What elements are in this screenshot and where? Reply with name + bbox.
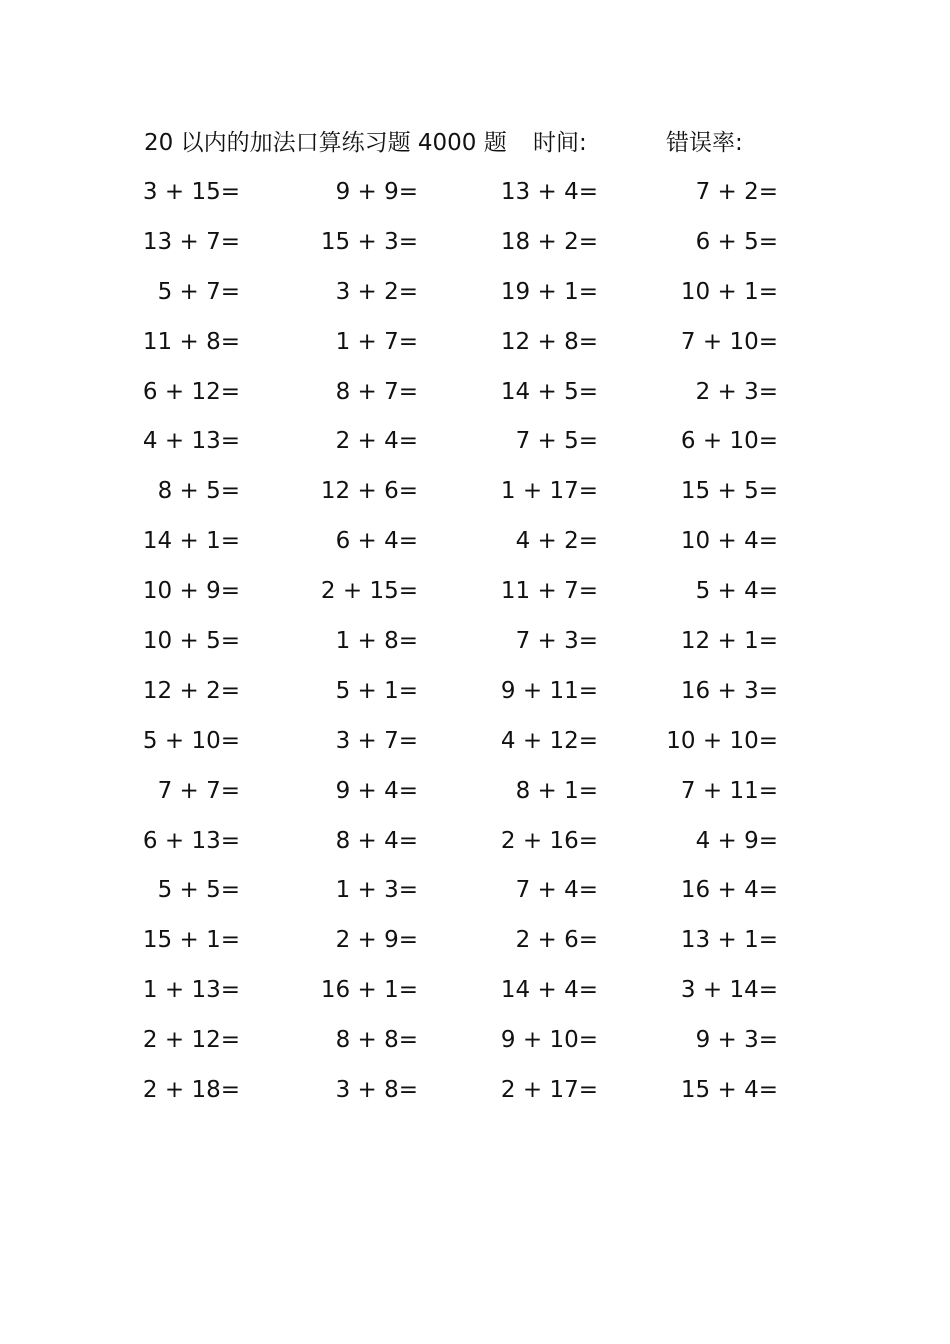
problem-row (0, 1020, 950, 1070)
problem-row (0, 671, 950, 721)
problem-cell: 6 + 4= (335, 528, 418, 555)
problem-cell: 6 + 12= (142, 378, 240, 405)
problem-cell: 8 + 1= (515, 777, 598, 804)
problem-cell: 5 + 10= (142, 727, 240, 754)
worksheet-header (0, 126, 950, 160)
problem-cell: 6 + 5= (695, 228, 778, 255)
problem-cell: 12 + 1= (680, 628, 778, 655)
error-rate-label: 错误率: (666, 130, 743, 156)
problem-cell: 18 + 2= (500, 228, 598, 255)
problem-cell: 13 + 1= (680, 927, 778, 954)
problem-cell: 8 + 8= (335, 1027, 418, 1054)
problem-cell: 7 + 3= (515, 628, 598, 655)
problem-row (0, 970, 950, 1020)
problem-cell: 1 + 3= (335, 877, 418, 904)
problem-cell: 2 + 3= (695, 378, 778, 405)
problem-cell: 10 + 4= (680, 528, 778, 555)
problem-cell: 12 + 6= (320, 478, 418, 505)
problem-cell: 9 + 3= (695, 1027, 778, 1054)
problem-cell: 15 + 5= (680, 478, 778, 505)
problem-row (0, 621, 950, 671)
problem-cell: 4 + 2= (515, 528, 598, 555)
problem-cell: 10 + 10= (666, 727, 778, 754)
problem-cell: 2 + 16= (500, 827, 598, 854)
problem-row (0, 421, 950, 471)
problem-cell: 2 + 9= (335, 927, 418, 954)
worksheet-title: 20 以内的加法口算练习题 4000 题 (144, 130, 507, 156)
problem-row (0, 870, 950, 920)
problem-row (0, 721, 950, 771)
problem-cell: 12 + 8= (500, 328, 598, 355)
problem-cell: 7 + 5= (515, 428, 598, 455)
problem-cell: 13 + 4= (500, 179, 598, 205)
problem-row (0, 172, 950, 222)
problem-cell: 9 + 9= (335, 179, 418, 205)
problem-cell: 4 + 12= (500, 727, 598, 754)
problem-cell: 2 + 12= (142, 1027, 240, 1054)
problem-cell: 13 + 7= (142, 228, 240, 255)
problem-cell: 9 + 11= (500, 677, 598, 704)
problem-cell: 2 + 15= (320, 578, 418, 605)
problem-cell: 14 + 1= (142, 528, 240, 555)
problem-cell: 10 + 5= (142, 628, 240, 655)
problem-cell: 9 + 10= (500, 1027, 598, 1054)
problem-cell: 2 + 17= (500, 1077, 598, 1104)
problem-cell: 14 + 4= (500, 977, 598, 1004)
problem-cell: 1 + 8= (335, 628, 418, 655)
problem-cell: 5 + 7= (157, 278, 240, 305)
problem-row (0, 821, 950, 871)
problem-row (0, 1070, 950, 1120)
problem-cell: 10 + 9= (142, 578, 240, 605)
problem-cell: 6 + 10= (680, 428, 778, 455)
problem-cell: 16 + 4= (680, 877, 778, 904)
problem-row (0, 322, 950, 372)
problem-cell: 8 + 7= (335, 378, 418, 405)
problem-grid (0, 172, 950, 1120)
problem-cell: 3 + 2= (335, 278, 418, 305)
problem-cell: 14 + 5= (500, 378, 598, 405)
problem-cell: 2 + 6= (515, 927, 598, 954)
problem-cell: 15 + 1= (142, 927, 240, 954)
problem-cell: 1 + 13= (142, 977, 240, 1004)
problem-cell: 15 + 4= (680, 1077, 778, 1104)
problem-cell: 4 + 13= (142, 428, 240, 455)
problem-cell: 7 + 7= (157, 777, 240, 804)
problem-cell: 3 + 15= (142, 179, 240, 205)
problem-row (0, 920, 950, 970)
problem-cell: 2 + 4= (335, 428, 418, 455)
problem-cell: 1 + 7= (335, 328, 418, 355)
problem-cell: 19 + 1= (500, 278, 598, 305)
problem-cell: 16 + 1= (320, 977, 418, 1004)
problem-cell: 15 + 3= (320, 228, 418, 255)
problem-row (0, 521, 950, 571)
problem-cell: 5 + 1= (335, 677, 418, 704)
problem-cell: 10 + 1= (680, 278, 778, 305)
problem-cell: 7 + 10= (680, 328, 778, 355)
problem-cell: 7 + 2= (695, 179, 778, 205)
problem-cell: 8 + 5= (157, 478, 240, 505)
problem-cell: 5 + 4= (695, 578, 778, 605)
problem-cell: 16 + 3= (680, 677, 778, 704)
problem-cell: 3 + 7= (335, 727, 418, 754)
time-label: 时间: (533, 130, 587, 156)
problem-cell: 3 + 14= (680, 977, 778, 1004)
problem-cell: 12 + 2= (142, 677, 240, 704)
problem-cell: 4 + 9= (695, 827, 778, 854)
problem-row (0, 571, 950, 621)
problem-cell: 8 + 4= (335, 827, 418, 854)
problem-row (0, 771, 950, 821)
problem-row (0, 222, 950, 272)
problem-row (0, 471, 950, 521)
problem-cell: 7 + 11= (680, 777, 778, 804)
problem-cell: 11 + 7= (500, 578, 598, 605)
problem-cell: 7 + 4= (515, 877, 598, 904)
problem-row (0, 272, 950, 322)
problem-cell: 2 + 18= (142, 1077, 240, 1104)
problem-cell: 5 + 5= (157, 877, 240, 904)
problem-cell: 11 + 8= (142, 328, 240, 355)
problem-cell: 3 + 8= (335, 1077, 418, 1104)
problem-cell: 1 + 17= (500, 478, 598, 505)
problem-row (0, 372, 950, 422)
problem-cell: 9 + 4= (335, 777, 418, 804)
problem-cell: 6 + 13= (142, 827, 240, 854)
